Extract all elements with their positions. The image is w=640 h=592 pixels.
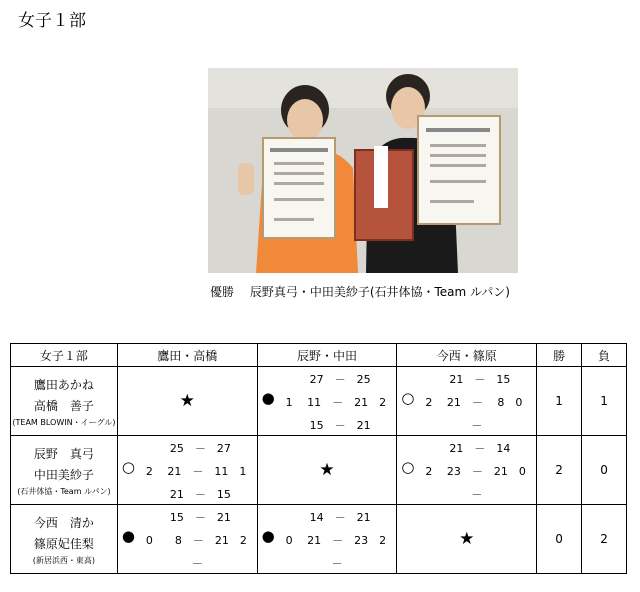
game-score: 14 － 21 (309, 511, 371, 524)
win-icon: ○ (121, 458, 135, 476)
header-division: 女子１部 (11, 344, 118, 367)
wins-cell: 0 (537, 505, 582, 574)
wins-cell: 2 (537, 436, 582, 505)
player-cell (11, 436, 118, 505)
match-score: 2 23 － 21 0 (425, 465, 526, 478)
header-losses: 負 (582, 344, 627, 367)
header-row (11, 344, 627, 367)
game-score: － (191, 557, 203, 570)
results-table (10, 343, 627, 574)
player-name: 篠原妃佳梨 (33, 536, 94, 551)
game-score: － (331, 557, 343, 570)
match-cell (117, 505, 257, 574)
star-icon: ★ (459, 529, 475, 549)
match-score: 1 11 － 21 2 (285, 396, 387, 409)
player-name: 中田美紗子 (33, 467, 94, 482)
team-name: (TEAM BLOWIN・イーグル) (12, 417, 116, 427)
team-name: (新居浜西・東高) (32, 555, 96, 565)
player-name: 今西 清か (33, 515, 94, 530)
losses-cell: 2 (582, 505, 627, 574)
photo-caption: 優勝 辰野真弓・中田美紗子(石井体協・Team ルパン) (210, 285, 510, 299)
star-icon: ★ (319, 460, 335, 480)
match-cell (397, 436, 537, 505)
game-score: 21 － 15 (169, 488, 231, 501)
loss-icon: ● (261, 389, 275, 407)
header-wins: 勝 (537, 344, 582, 367)
match-score: 0 21 － 23 2 (285, 534, 387, 547)
game-score: 25 － 27 (169, 442, 231, 455)
header-team-2: 辰野・中田 (257, 344, 397, 367)
loss-icon: ● (121, 527, 135, 545)
header-team-1: 鷹田・高橋 (117, 344, 257, 367)
table-row (11, 505, 627, 574)
game-score: 21 － 15 (449, 373, 511, 386)
header-team-3: 今西・篠原 (397, 344, 537, 367)
match-cell (397, 367, 537, 436)
match-cell (257, 367, 397, 436)
page-title: 女子１部 (18, 11, 86, 31)
game-score: 15 － 21 (169, 511, 231, 524)
table-row (11, 367, 627, 436)
game-score: － (471, 419, 483, 432)
loss-icon: ● (261, 527, 275, 545)
match-score: 2 21 － 11 1 (145, 465, 247, 478)
game-score: 27 － 25 (309, 373, 371, 386)
self-cell (117, 367, 257, 436)
player-name: 鷹田あかね (33, 377, 94, 392)
player-name: 高橋 善子 (33, 398, 94, 413)
winners-photo (208, 68, 518, 273)
star-icon: ★ (179, 391, 195, 411)
game-score: 21 － 14 (449, 442, 511, 455)
wins-cell: 1 (537, 367, 582, 436)
player-cell (11, 505, 118, 574)
self-cell (397, 505, 537, 574)
player-name: 辰野 真弓 (33, 446, 94, 461)
win-icon: ○ (401, 458, 415, 476)
game-score: 15 － 21 (309, 419, 371, 432)
match-score: 0 8 － 21 2 (145, 534, 247, 547)
table-row (11, 436, 627, 505)
match-score: 2 21 － 8 0 (425, 396, 523, 409)
team-name: (石井体協・Team ルパン) (17, 486, 111, 496)
match-cell (257, 505, 397, 574)
losses-cell: 0 (582, 436, 627, 505)
match-cell (117, 436, 257, 505)
player-cell (11, 367, 118, 436)
losses-cell: 1 (582, 367, 627, 436)
game-score: － (471, 488, 483, 501)
win-icon: ○ (401, 389, 415, 407)
self-cell (257, 436, 397, 505)
